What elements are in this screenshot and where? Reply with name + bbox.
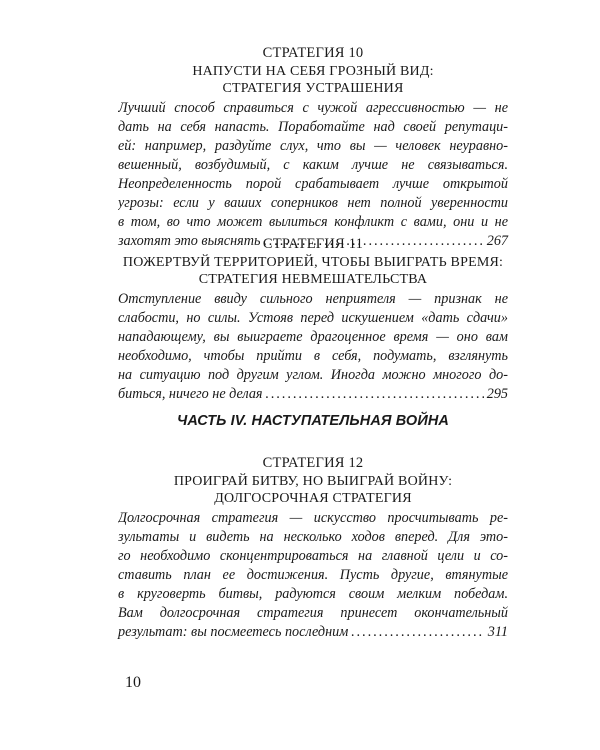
entry-heading: [118, 455, 508, 508]
summary-line: зультаты и видеть на несколько ходов вперед. Для это-: [118, 528, 508, 545]
summary-line: биться, ничего не делая: [118, 385, 263, 402]
summary-last-line: [118, 385, 508, 404]
toc-entry-strategy-10: [118, 45, 508, 251]
strategy-title-line: ДОЛГОСРОЧНАЯ СТРАТЕГИЯ: [214, 491, 412, 506]
summary-last-line: [118, 623, 508, 642]
summary-line: Лучший способ справиться с чужой агрессивностью — не: [118, 99, 508, 116]
page-number: 267: [486, 232, 508, 249]
dot-leader: [351, 623, 484, 642]
page-number: 295: [486, 385, 508, 402]
strategy-title-line: ПРОИГРАЙ БИТВУ, НО ВЫИГРАЙ ВОЙНУ:: [173, 473, 453, 489]
summary-line: нападающему, вы выиграете драгоценное время — оно вам: [118, 328, 508, 345]
entry-heading: [118, 236, 508, 289]
strategy-title-line: СТРАТЕГИЯ УСТРАШЕНИЯ: [222, 81, 404, 96]
dot-leader: [266, 385, 484, 404]
strategy-number: СТРАТЕГИЯ 12: [262, 455, 364, 471]
summary-line: в том, во что может вылиться конфликт с вами, они и не: [118, 213, 508, 230]
strategy-number: СТРАТЕГИЯ 10: [262, 45, 364, 61]
summary-line: результат: вы посмеетесь последним: [118, 623, 349, 640]
strategy-title-line: НАПУСТИ НА СЕБЯ ГРОЗНЫЙ ВИД:: [192, 63, 434, 79]
strategy-title-line: ПОЖЕРТВУЙ ТЕРРИТОРИЕЙ, ЧТОБЫ ВЫИГРАТЬ ВРЕМЯ:: [122, 254, 504, 270]
summary-line: дать на себя напасть. Поработайте над своей репутаци-: [118, 118, 508, 135]
strategy-summary: [118, 99, 508, 251]
summary-line: Неопределенность порой срабатывает лучше открытой: [118, 175, 508, 192]
toc-entry-strategy-12: [118, 455, 508, 642]
summary-line: угрозы: если у ваших соперников нет полной уверенности: [118, 194, 508, 211]
strategy-summary: [118, 509, 508, 642]
summary-line: необходимо, чтобы прийти в себя, подумать, взглянуть: [118, 347, 508, 364]
strategy-number: СТРАТЕГИЯ 11: [262, 236, 364, 252]
entry-heading: [118, 45, 508, 98]
summary-line: ставить план ее достижения. Пусть другие, втянутые: [118, 566, 508, 583]
summary-line: го необходимо сконцентрироваться на главной цели и со-: [118, 547, 508, 564]
summary-line: вешенный, возбудимый, с каким лучше не связываться.: [118, 156, 508, 173]
summary-line: Отступление ввиду сильного неприятеля — признак не: [118, 290, 508, 307]
page-number: 311: [487, 623, 508, 640]
summary-line: ей: например, раздуйте слух, что вы — человек неуравно-: [118, 137, 508, 154]
folio-page-number: 10: [125, 674, 141, 691]
summary-line: в круговерть битвы, радуются своим мелким победам.: [118, 585, 508, 602]
summary-line: захотят это выяснять: [118, 232, 261, 249]
part-heading: ЧАСТЬ IV. НАСТУПАТЕЛЬНАЯ ВОЙНА: [176, 413, 449, 429]
strategy-title-line: СТРАТЕГИЯ НЕВМЕШАТЕЛЬСТВА: [198, 272, 428, 287]
strategy-summary: [118, 290, 508, 404]
summary-line: на ситуацию под другим углом. Иногда можно многого до-: [118, 366, 508, 383]
summary-line: Вам долгосрочная стратегия принесет окончательный: [118, 604, 508, 621]
summary-line: Долгосрочная стратегия — искусство просчитывать ре-: [118, 509, 508, 526]
toc-entry-strategy-11: [118, 236, 508, 404]
summary-line: слабости, но силы. Устояв перед искушением «дать сдачи»: [118, 309, 508, 326]
